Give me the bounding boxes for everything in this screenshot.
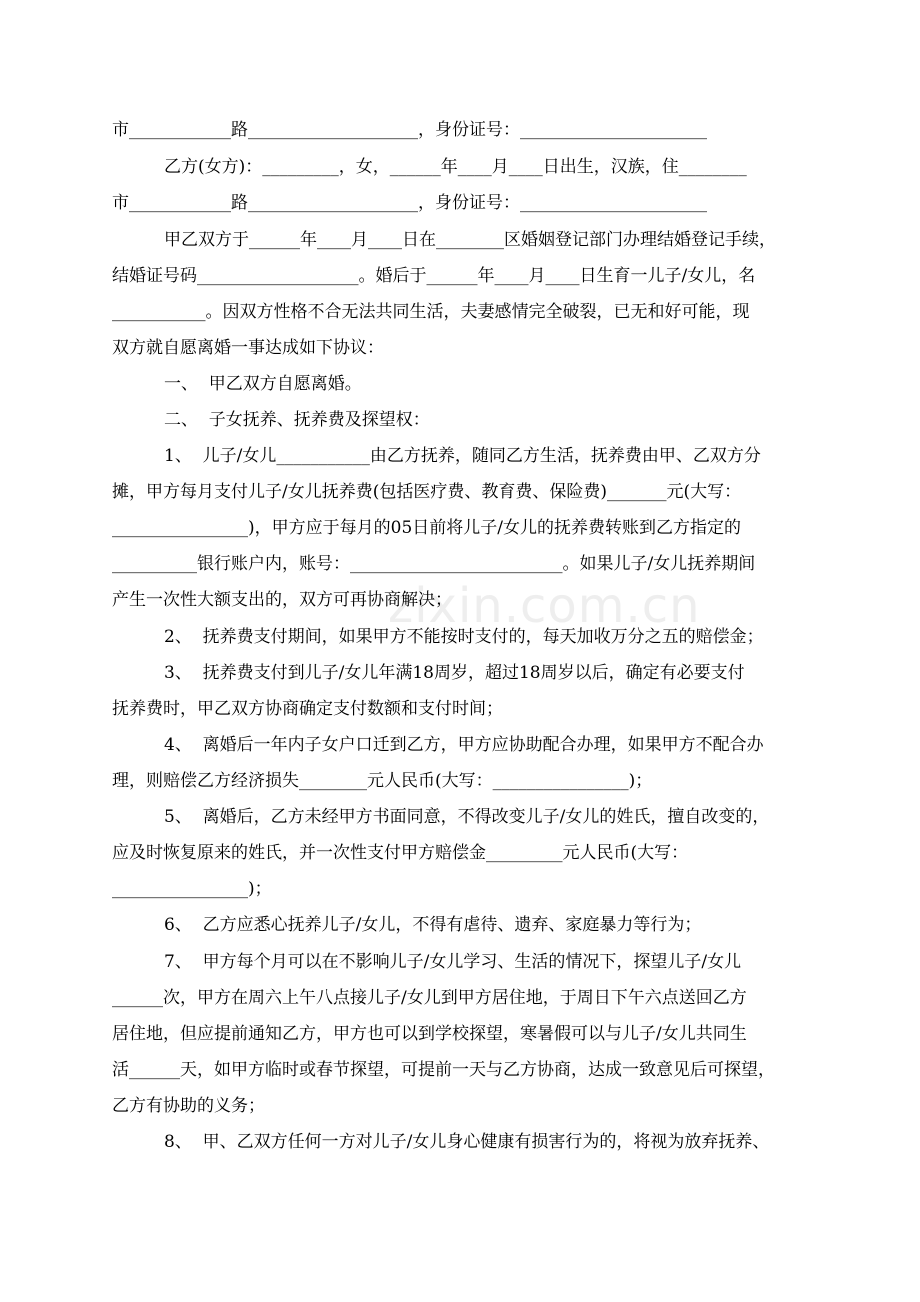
text-line: 乙方有协助的义务； bbox=[112, 1096, 265, 1116]
text-line: 6、 乙方应悉心抚养儿子/女儿，不得有虐待、遗弃、家庭暴力等行为； bbox=[164, 915, 702, 935]
text-line: 活______天，如甲方临时或春节探望，可提前一天与乙方协商，达成一致意见后可探望， bbox=[112, 1060, 775, 1080]
text-line: ________________)； bbox=[112, 879, 272, 899]
text-line: 5、 离婚后，乙方未经甲方书面同意，不得改变儿子/女儿的姓氏，擅自改变的， bbox=[164, 807, 770, 827]
text-line: 市____________路____________________，身份证号：______________________ bbox=[112, 193, 707, 213]
text-line: ______次，甲方在周六上午八点接儿子/女儿到甲方居住地，于周日下午六点送回乙方 bbox=[112, 988, 747, 1008]
text-line: 摊，甲方每月支付儿子/女儿抚养费(包括医疗费、教育费、保险费)_______元(大写： bbox=[112, 482, 742, 502]
watermark: zixin.com.cn bbox=[388, 578, 701, 634]
text-line: 双方就自愿离婚一事达成如下协议： bbox=[112, 338, 384, 358]
text-line: 抚养费时，甲乙双方协商确定支付数额和支付时间； bbox=[112, 699, 503, 719]
text-line: 一、 甲乙双方自愿离婚。 bbox=[164, 374, 362, 394]
text-line: __________银行账户内，账号：_________________________。如果儿子/女儿抚养期间 bbox=[112, 554, 756, 574]
text-line: 应及时恢复原来的姓氏，并一次性支付甲方赔偿金_________元人民币(大写： bbox=[112, 843, 689, 863]
text-line: 理，则赔偿乙方经济损失________元人民币(大写：________________)； bbox=[112, 771, 653, 791]
text-line: 8、 甲、乙双方任何一方对儿子/女儿身心健康有损害行为的，将视为放弃抚养、 bbox=[164, 1132, 770, 1152]
text-line: 7、 甲方每个月可以在不影响儿子/女儿学习、生活的情况下，探望儿子/女儿 bbox=[164, 952, 742, 972]
text-line: 1、 儿子/女儿___________由乙方抚养，随同乙方生活，抚养费由甲、乙双方分 bbox=[164, 446, 761, 466]
text-line: 二、 子女抚养、抚养费及探望权： bbox=[164, 410, 430, 430]
text-line: ________________)，甲方应于每月的05日前将儿子/女儿的抚养费转账到乙方指定的 bbox=[112, 518, 741, 538]
text-line: 市____________路____________________，身份证号：______________________ bbox=[112, 120, 707, 140]
text-line: 居住地，但应提前通知乙方，甲方也可以到学校探望，寒暑假可以与儿子/女儿共同生 bbox=[112, 1024, 747, 1044]
text-line: 3、 抚养费支付到儿子/女儿年满18周岁，超过18周岁以后，确定有必要支付 bbox=[164, 663, 745, 683]
text-line: 乙方(女方)：_________，女，______年____月____日出生，汉族，住________ bbox=[164, 157, 747, 177]
text-line: 产生一次性大额支出的，双方可再协商解决； bbox=[112, 590, 452, 610]
text-line: 结婚证号码___________________。婚后于______年____月____日生育一儿子/女儿，名 bbox=[112, 266, 756, 286]
text-line: 甲乙双方于______年____月____日在________区婚姻登记部门办理结婚登记手续， bbox=[164, 230, 776, 250]
text-line: 4、 离婚后一年内子女户口迁到乙方，甲方应协助配合办理，如果甲方不配合办 bbox=[164, 735, 764, 755]
text-line: ___________。因双方性格不合无法共同生活，夫妻感情完全破裂，已无和好可能，现 bbox=[112, 302, 750, 322]
text-line: 2、 抚养费支付期间，如果甲方不能按时支付的，每天加收万分之五的赔偿金； bbox=[164, 627, 764, 647]
